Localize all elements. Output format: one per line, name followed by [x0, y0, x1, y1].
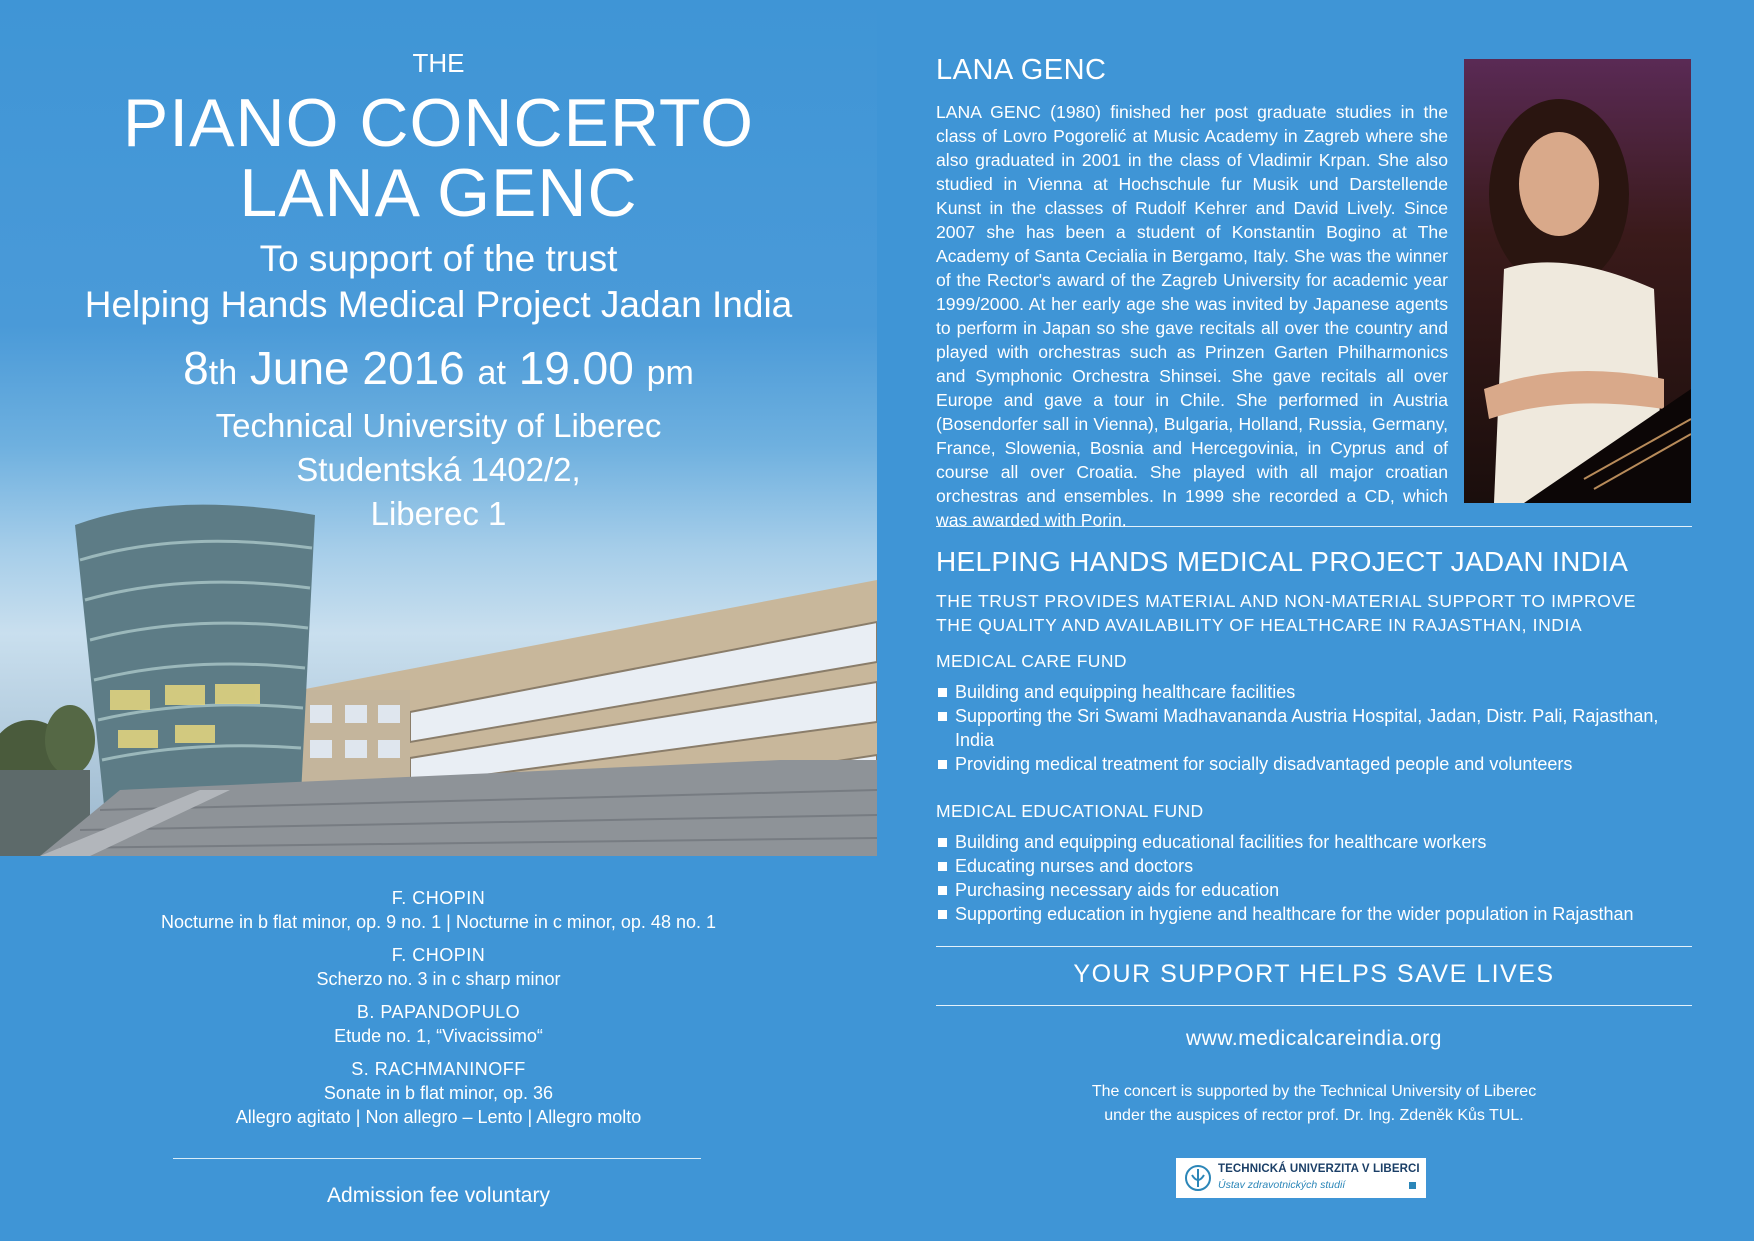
- concert-date: [0, 340, 877, 401]
- support-slogan: YOUR SUPPORT HELPS SAVE LIVES: [1073, 960, 1555, 988]
- work-movements: Allegro agitato | Non allegro – Lento | Allegro molto: [235, 1107, 642, 1127]
- logo-line2: Ústav zdravotnických studií: [1218, 1179, 1346, 1191]
- venue-line1: Technical University of Liberec: [215, 407, 662, 444]
- project-sub-line2: THE QUALITY AND AVAILABILITY OF HEALTHCARE IN RAJASTHAN, INDIA: [936, 615, 1583, 635]
- composer-name: B. PAPANDOPULO: [356, 1002, 521, 1022]
- list-item: [936, 878, 1692, 902]
- title-the: THE: [412, 48, 465, 78]
- work-title: Nocturne in b flat minor, op. 9 no. 1 | Nocturne in c minor, op. 48 no. 1: [161, 912, 716, 932]
- project-heading: HELPING HANDS MEDICAL PROJECT JADAN INDIA: [936, 546, 1629, 577]
- sponsor-note: [936, 1080, 1692, 1128]
- bullet-square-icon: [938, 862, 947, 871]
- logo-square-icon: [1409, 1182, 1416, 1189]
- bio-text: LANA GENC (1980) finished her post graduate studies in the class of Lovro Pogorelić at Music Academy in Zagreb where she also graduated in 2001 in the class of Vladimir Krpan. She also studied in Vienna at Hochschule fur Musik und Darstellende Kunst in the classes of Rudolf Kehrer and David Lively. Since 2007 she has been a student of Konstantin Bogino at The Academy of Santa Cecialia in Bergamo, Italy. She was the winner of the Rector's award of the Zagreb University for academic year 1999/2000. At her early age she was invited by Japanese agents to perform in Japan so she gave recitals all over the country and played with orchestras such as Prinzen Garten Philharmonics and Symphonic Orchestra Shinsei. She gave recitals all over Europe and gave a tour in Chile. She performed in Austria (Bosendorfer sall in Vienna), Bulgaria, Holland, Russia, Germany, France, Slowenia, Bosnia and Hercegovinia, in Cyprus and of course all over Croatia. She played with all major croatian orchestras and ensembles. In 1999 she recorded a CD, which was awarded with Porin.: [936, 102, 1448, 530]
- divider: [936, 946, 1692, 947]
- concert-title: [0, 85, 877, 231]
- program-item: [0, 943, 877, 991]
- composer-name: F. CHOPIN: [391, 888, 486, 908]
- university-emblem-icon: [1184, 1163, 1212, 1193]
- program-item: [0, 1057, 877, 1129]
- sponsor-note-line2: under the auspices of rector prof. Dr. Ing. Zdeněk Kůs TUL.: [1104, 1107, 1524, 1124]
- support-line1: To support of the trust: [259, 238, 618, 279]
- list-item-text: Supporting education in hygiene and healthcare for the wider population in Rajasthan: [955, 904, 1634, 924]
- composer-name: S. RACHMANINOFF: [351, 1059, 526, 1079]
- admission-note: Admission fee voluntary: [327, 1184, 550, 1207]
- list-item: [936, 680, 1692, 704]
- list-item-text: Building and equipping educational facilities for healthcare workers: [955, 832, 1487, 852]
- support-line2: Helping Hands Medical Project Jadan India: [84, 284, 793, 325]
- list-item-text: Purchasing necessary aids for education: [955, 880, 1280, 900]
- date-time: 19.00: [518, 342, 634, 394]
- divider: [173, 1158, 701, 1159]
- support-statement: [0, 236, 877, 328]
- website-link[interactable]: www.medicalcareindia.org: [1186, 1027, 1442, 1050]
- venue-address: [0, 404, 877, 536]
- edu-fund-title: MEDICAL EDUCATIONAL FUND: [936, 801, 1204, 821]
- list-item: [936, 704, 1692, 752]
- university-logo: [1176, 1158, 1426, 1198]
- date-month-year: June 2016: [249, 342, 465, 394]
- list-item-text: Providing medical treatment for socially disadvantaged people and volunteers: [955, 754, 1573, 774]
- concert-title-line2: LANA GENC: [239, 155, 638, 231]
- bullet-square-icon: [938, 886, 947, 895]
- venue-line3: Liberec 1: [370, 495, 507, 532]
- work-title: Sonate in b flat minor, op. 36: [323, 1083, 554, 1103]
- list-item: [936, 830, 1692, 854]
- list-item: [936, 752, 1692, 776]
- bullet-square-icon: [938, 838, 947, 847]
- list-item: [936, 854, 1692, 878]
- bio-heading: LANA GENC: [936, 54, 1107, 86]
- project-subheading: [936, 589, 1692, 637]
- date-suffix: th: [208, 354, 238, 392]
- bullet-square-icon: [938, 910, 947, 919]
- project-sub-line1: THE TRUST PROVIDES MATERIAL AND NON-MATERIAL SUPPORT TO IMPROVE: [936, 591, 1637, 611]
- edu-fund-list: [936, 830, 1692, 926]
- logo-line1: TECHNICKÁ UNIVERZITA V LIBERCI: [1218, 1163, 1420, 1175]
- date-pm: pm: [646, 354, 694, 392]
- date-at: at: [477, 354, 506, 392]
- bullet-square-icon: [938, 688, 947, 697]
- pianist-photo: [1464, 59, 1691, 503]
- date-day: 8: [183, 342, 209, 394]
- work-title: Etude no. 1, “Vivacissimo“: [334, 1026, 543, 1046]
- care-fund-list: [936, 680, 1692, 776]
- work-title: Scherzo no. 3 in c sharp minor: [316, 969, 561, 989]
- bullet-square-icon: [938, 760, 947, 769]
- sponsor-note-line1: The concert is supported by the Technical University of Liberec: [1091, 1083, 1537, 1100]
- care-fund-title: MEDICAL CARE FUND: [936, 651, 1127, 671]
- list-item: [936, 902, 1692, 926]
- divider: [936, 526, 1692, 527]
- composer-name: F. CHOPIN: [391, 945, 486, 965]
- list-item-text: Building and equipping healthcare facilities: [955, 682, 1296, 702]
- program-list: [0, 886, 877, 1138]
- program-item: [0, 1000, 877, 1048]
- bullet-square-icon: [938, 712, 947, 721]
- venue-line2: Studentská 1402/2,: [296, 451, 581, 488]
- divider: [936, 1005, 1692, 1006]
- program-item: [0, 886, 877, 934]
- concert-title-line1: PIANO CONCERTO: [122, 85, 755, 161]
- list-item-text: Educating nurses and doctors: [955, 856, 1194, 876]
- list-item-text: Supporting the Sri Swami Madhavananda Austria Hospital, Jadan, Distr. Pali, Rajasthan, India: [955, 706, 1659, 750]
